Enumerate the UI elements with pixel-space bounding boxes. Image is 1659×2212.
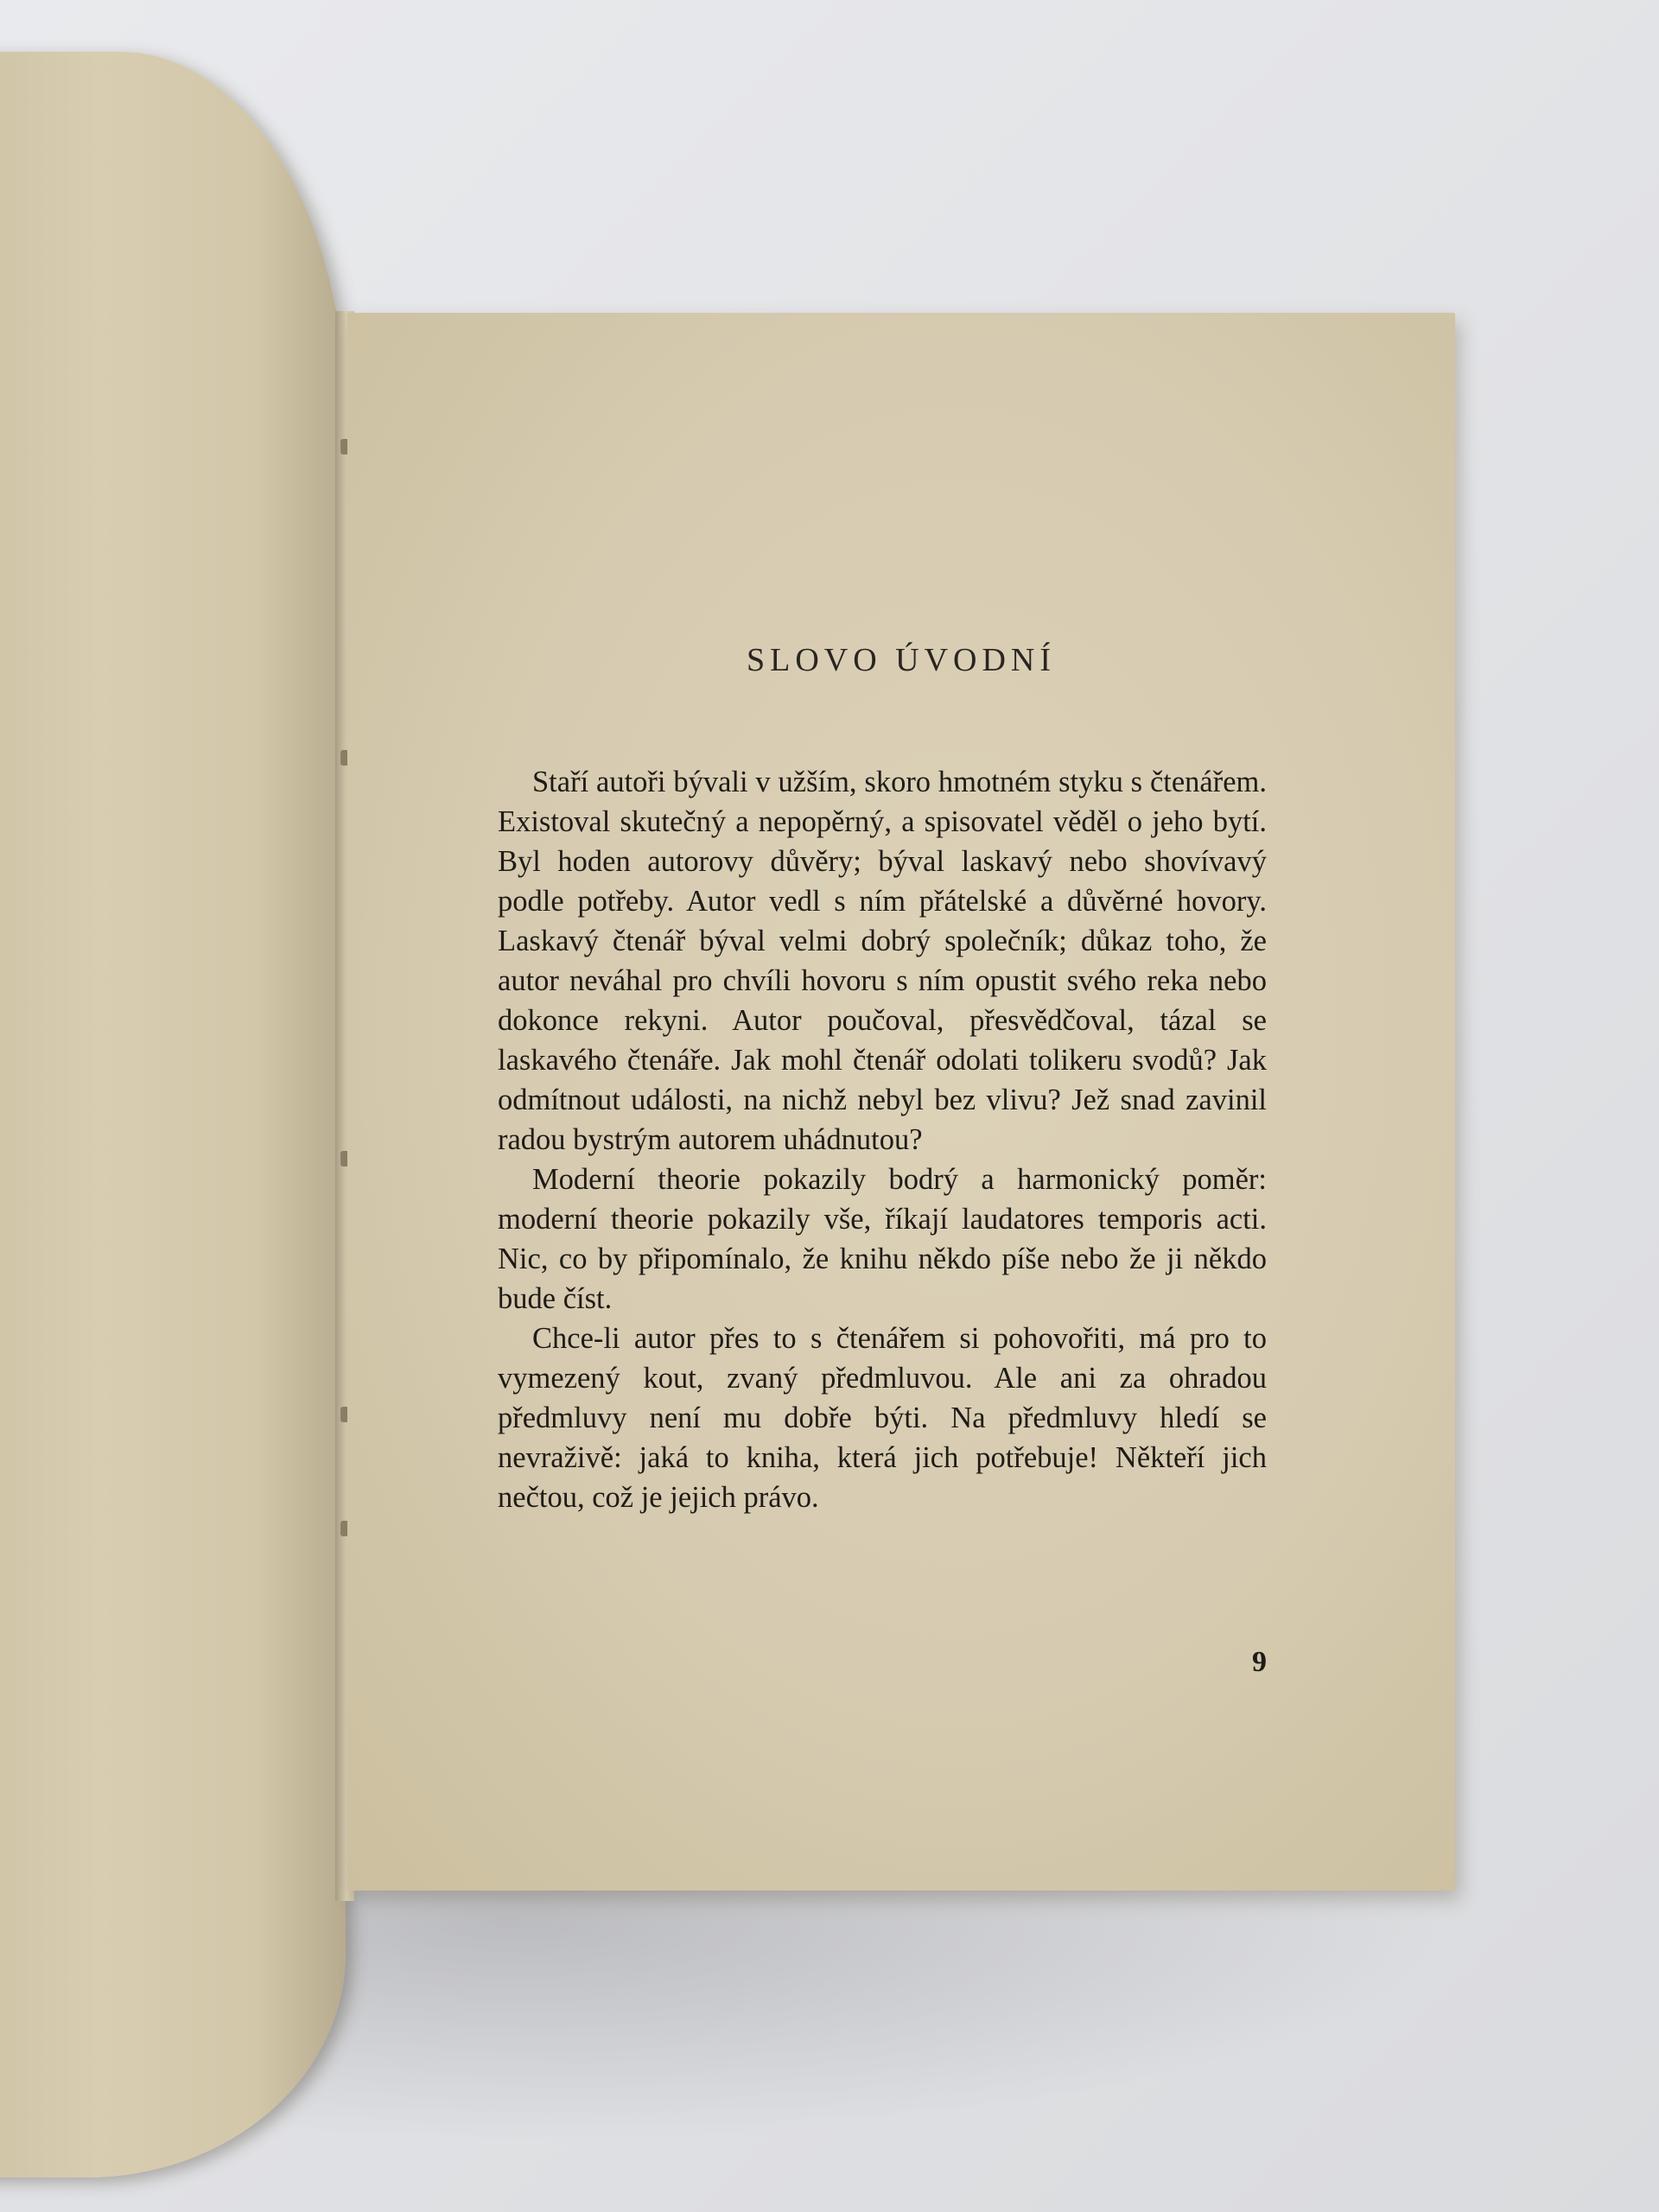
page-content	[347, 313, 1455, 1891]
left-page	[0, 52, 346, 2177]
body-text	[498, 762, 1267, 1517]
right-page	[347, 313, 1455, 1891]
chapter-heading: SLOVO ÚVODNÍ	[746, 642, 1057, 678]
paragraph: Staří autoři bývali v užším, skoro hmotném styku s čtenářem. Existoval skutečný a nepopěrný, a spisovatel věděl o jeho bytí. Byl hoden autorovy důvěry; býval laskavý nebo shovívavý podle potřeby. Autor vedl s ním přátelské a důvěrné hovory. Laskavý čtenář býval velmi dobrý společník; důkaz toho, že autor neváhal pro chvíli hovoru s ním opustit svého reka nebo dokonce rekyni. Autor poučoval, přesvědčoval, tázal se laskavého čtenáře. Jak mohl čtenář odolati tolikeru svodů? Jak odmítnout události, na nichž nebyl bez vlivu? Jež snad zavinil radou bystrým autorem uhádnutou?	[498, 766, 1267, 1156]
page-number: 9	[1252, 1646, 1267, 1678]
paragraph: Chce-li autor přes to s čtenářem si pohovořiti, má pro to vymezený kout, zvaný předmluvou. Ale ani za ohradou předmluvy není mu dobře býti. Na předmluvy hledí se nevraživě: jaká to kniha, která jich potřebuje! Někteří jich nečtou, což je jejich právo.	[498, 1322, 1267, 1514]
paragraph: Moderní theorie pokazily bodrý a harmonický poměr: moderní theorie pokazily vše, říkají laudatores temporis acti. Nic, co by připomínalo, že knihu někdo píše nebo že ji někdo bude číst.	[498, 1163, 1267, 1315]
